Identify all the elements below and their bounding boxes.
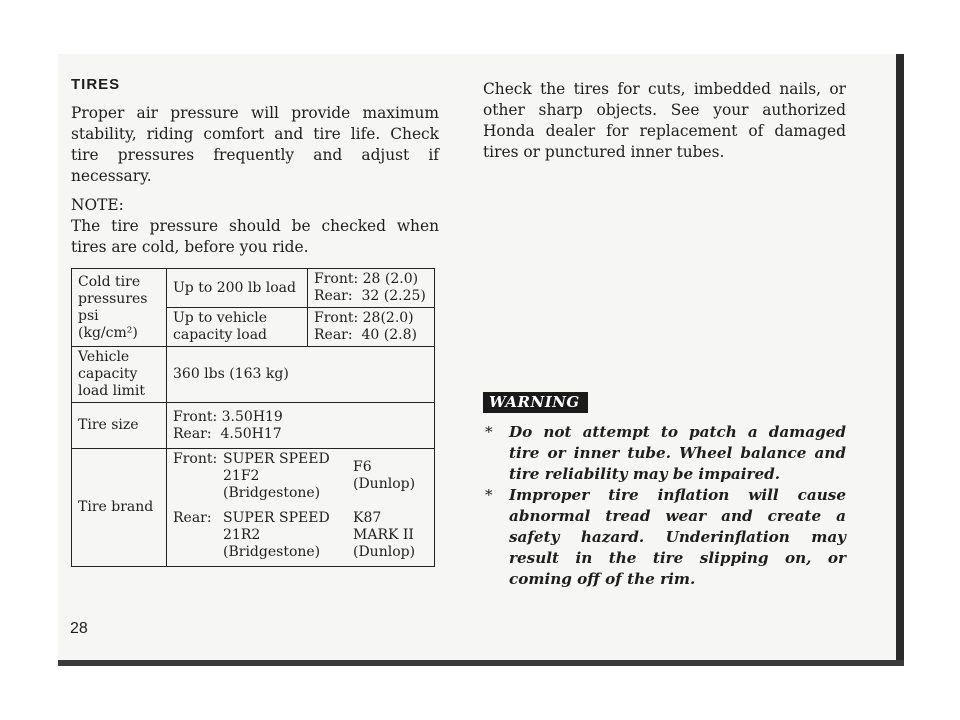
load2-front: Front: 28(2.0) (314, 310, 414, 326)
brand-rear-code: 21R2 (223, 527, 261, 543)
cold-pressure-label: Cold tire pressures psi (kg/cm²) (72, 269, 167, 347)
warning-text: Improper tire inflation will cause abnormal tread wear and create a safety hazard. Underinflation may result in the tire slipping on, or coming off of the rim. (509, 486, 846, 588)
brand-front-alt-maker: (Dunlop) (353, 476, 416, 492)
intro-paragraph: Proper air pressure will provide maximum stability, riding comfort and tire life. Check tire pressures frequently and adjust if necessary. (71, 104, 439, 185)
warning-item (483, 485, 846, 590)
page-bottom-edge (58, 660, 904, 666)
load2-values (308, 308, 435, 347)
brand-rear-primary (223, 502, 353, 561)
note-label: NOTE: (71, 196, 124, 214)
asterisk-bullet: * (485, 423, 493, 441)
page-number: 28 (70, 620, 88, 637)
load2-rear: Rear: 40 (2.8) (314, 327, 417, 343)
tire-brand-grid (173, 451, 428, 561)
capacity-value: 360 lbs (163 kg) (167, 347, 435, 403)
brand-front-name: SUPER SPEED (223, 451, 330, 467)
brand-rear-alt (353, 502, 428, 561)
brand-front-alt-code: F6 (353, 459, 372, 475)
load1-front: Front: 28 (2.0) (314, 271, 419, 287)
load1-rear: Rear: 32 (2.25) (314, 288, 426, 304)
brand-rear-alt-maker: (Dunlop) (353, 544, 416, 560)
asterisk-bullet: * (485, 486, 493, 504)
load1-values (308, 269, 435, 308)
brand-front-key: Front: (173, 451, 218, 467)
warning-item (483, 422, 846, 485)
load2-label: Up to vehicle capacity load (167, 308, 308, 347)
tire-brand-label: Tire brand (72, 449, 167, 567)
brand-front-maker: (Bridgestone) (223, 485, 321, 501)
brand-front-alt (353, 451, 428, 502)
tire-spec-table (71, 268, 435, 567)
section-heading: TIRES (71, 76, 121, 93)
note-text: The tire pressure should be checked when tires are cold, before you ride. (71, 217, 439, 256)
warning-text: Do not attempt to patch a damaged tire or inner tube. Wheel balance and tire reliability may be impaired. (509, 423, 846, 483)
tire-size-label: Tire size (72, 403, 167, 449)
brand-rear-alt-model: MARK II (353, 527, 414, 543)
capacity-label: Vehicle capacity load limit (72, 347, 167, 403)
brand-rear-key: Rear: (173, 510, 212, 526)
inspection-paragraph: Check the tires for cuts, imbedded nails, or other sharp objects. See your authorized Honda dealer for replacement of damaged tires or punctured inner tubes. (483, 80, 846, 161)
tire-brand-values (167, 449, 435, 567)
warning-badge: WARNING (483, 392, 588, 413)
brand-front-code: 21F2 (223, 468, 260, 484)
warning-list (483, 422, 846, 590)
left-column (71, 76, 439, 258)
brand-rear-alt-code: K87 (353, 510, 382, 526)
page-edge-shadow (896, 54, 904, 666)
right-column (483, 79, 846, 163)
brand-rear-maker: (Bridgestone) (223, 544, 321, 560)
brand-rear-name: SUPER SPEED (223, 510, 330, 526)
tire-size-values (167, 403, 435, 449)
brand-front-primary (223, 451, 353, 502)
load1-label: Up to 200 lb load (167, 269, 308, 308)
tire-size-front: Front: 3.50H19 (173, 408, 283, 425)
tire-size-rear: Rear: 4.50H17 (173, 425, 282, 442)
